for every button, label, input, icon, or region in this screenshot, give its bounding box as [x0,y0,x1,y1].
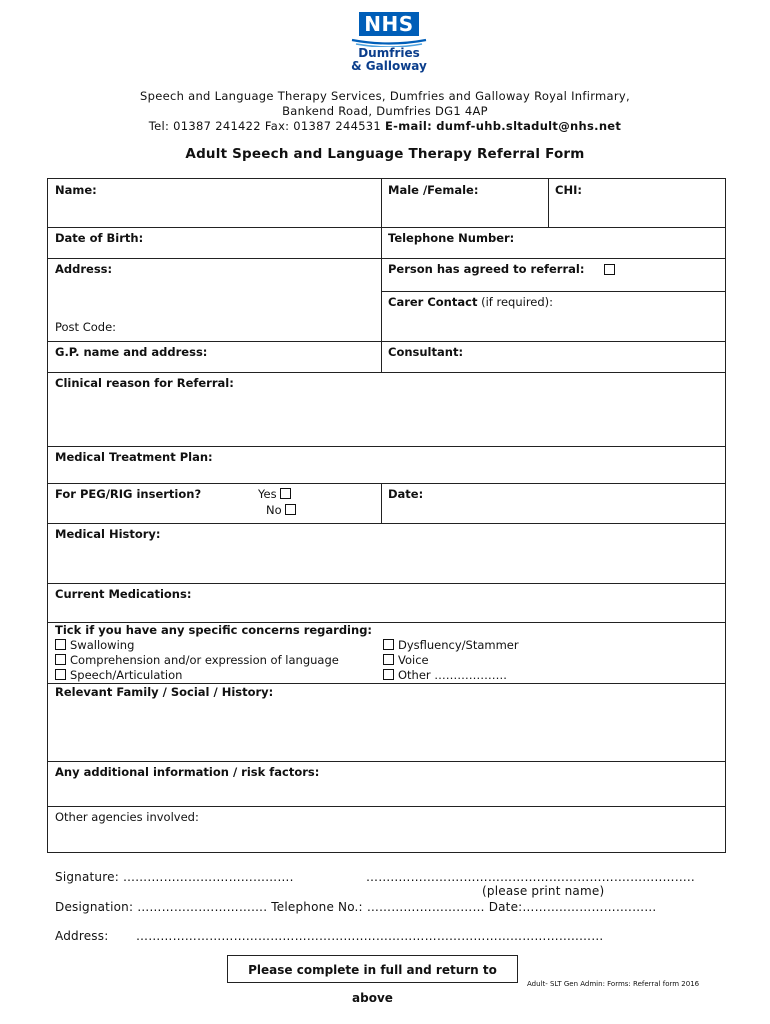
form-title: Adult Speech and Language Therapy Referral Form [185,146,585,162]
name-field[interactable] [48,179,381,227]
concerns-left-list [55,638,339,683]
gp-field[interactable] [48,341,381,372]
medications-label: Current Medications: [55,587,192,601]
sig-address-line[interactable]: ………………………………………………..……………………………………………..…… [136,929,604,943]
consultant-label: Consultant: [388,345,464,359]
chi-field[interactable] [548,179,725,227]
concern-speech: Speech/Articulation [55,668,339,683]
concern-voice: Voice [383,653,519,668]
gender-label: Male /Female: [388,183,479,197]
signature-line[interactable]: …….…………….………………. [122,870,294,884]
header-line-1: Speech and Language Therapy Services, Dumfries and Galloway Royal Infirmary, [140,89,630,103]
carer-note: (if required): [481,295,554,309]
tel-fax: Tel: 01387 241422 Fax: 01387 244531 [148,119,382,133]
comprehension-checkbox[interactable] [55,654,66,665]
telephone-no-label: Telephone No.: [271,900,363,914]
treatment-field[interactable] [48,446,725,483]
treatment-label: Medical Treatment Plan: [55,450,213,464]
logo-line-2: & Galloway [351,59,427,73]
telephone-label: Telephone Number: [388,231,515,245]
agreed-label: Person has agreed to referral: [388,262,585,276]
concern-other: Other ………………. [383,668,519,683]
peg-no [266,503,296,518]
concern-swallowing: Swallowing [55,638,339,653]
postcode-label: Post Code: [55,320,117,334]
header-line-2: Bankend Road, Dumfries DG1 4AP [282,104,488,118]
form-reference: Adult- SLT Gen Admin: Forms: Referral form 2016 [527,980,700,988]
print-name-line[interactable]: ……..…………….…………………….…………….……..…….. [366,870,695,884]
peg-row [48,483,381,523]
sig-date-line[interactable]: ………..…………….…… [522,900,657,914]
sig-address-row [55,929,108,944]
gender-field[interactable] [381,179,548,227]
history-field[interactable] [48,523,725,583]
peg-yes [258,487,291,502]
family-field[interactable] [48,683,725,761]
telephone-field[interactable] [381,227,725,258]
family-label: Relevant Family / Social / History: [55,685,274,699]
dob-label: Date of Birth: [55,231,144,245]
signature-label: Signature: [55,870,119,884]
clinical-field[interactable] [48,372,725,446]
address-label: Address: [55,262,113,276]
signature-row [55,870,294,885]
history-label: Medical History: [55,527,161,541]
designation-line[interactable]: ……………….…………. [137,900,268,914]
agreed-checkbox[interactable] [604,264,615,275]
carer-field[interactable] [381,291,725,341]
nhs-logo [348,12,430,73]
concern-comprehension: Comprehension and/or expression of language [55,653,339,668]
additional-field[interactable] [48,761,725,806]
print-name-label: (please print name) [482,884,605,898]
peg-label: For PEG/RIG insertion? [55,487,202,501]
concerns-right-list [383,638,519,683]
email: E-mail: dumf-uhb.sltadult@nhs.net [385,119,622,133]
agreed-row [381,258,725,291]
sig-address-label: Address: [55,929,109,943]
gp-label: G.P. name and address: [55,345,208,359]
concerns-heading: Tick if you have any specific concerns regarding: [55,623,373,637]
speech-checkbox[interactable] [55,669,66,680]
other-checkbox[interactable] [383,669,394,680]
logo-line-1: Dumfries [358,46,420,60]
chi-label: CHI: [555,183,582,197]
date-label: Date: [388,487,424,501]
date-field[interactable] [381,483,725,523]
swallowing-checkbox[interactable] [55,639,66,650]
concerns-section [48,622,725,683]
peg-yes-label: Yes [258,487,277,501]
peg-yes-checkbox[interactable] [280,488,291,499]
dysfluency-checkbox[interactable] [383,639,394,650]
header-address [0,89,770,134]
name-label: Name: [55,183,97,197]
nhs-logo-text: NHS [359,12,418,36]
carer-label: Carer Contact [388,295,478,309]
designation-label: Designation: [55,900,134,914]
peg-no-checkbox[interactable] [285,504,296,515]
referral-form-grid [47,178,726,853]
peg-no-label: No [266,503,282,517]
header-line-3 [0,119,770,134]
agencies-label: Other agencies involved: [55,810,199,824]
telephone-no-line[interactable]: ………….……….…… [366,900,485,914]
voice-checkbox[interactable] [383,654,394,665]
consultant-field[interactable] [381,341,725,372]
agencies-field[interactable] [48,806,725,852]
clinical-label: Clinical reason for Referral: [55,376,234,390]
dob-field[interactable] [48,227,381,258]
sig-date-label: Date: [488,900,523,914]
concern-dysfluency: Dysfluency/Stammer [383,638,519,653]
designation-row [55,900,656,915]
medications-field[interactable] [48,583,725,622]
additional-label: Any additional information / risk factors: [55,765,320,779]
return-instruction: Please complete in full and return to above [227,955,518,983]
